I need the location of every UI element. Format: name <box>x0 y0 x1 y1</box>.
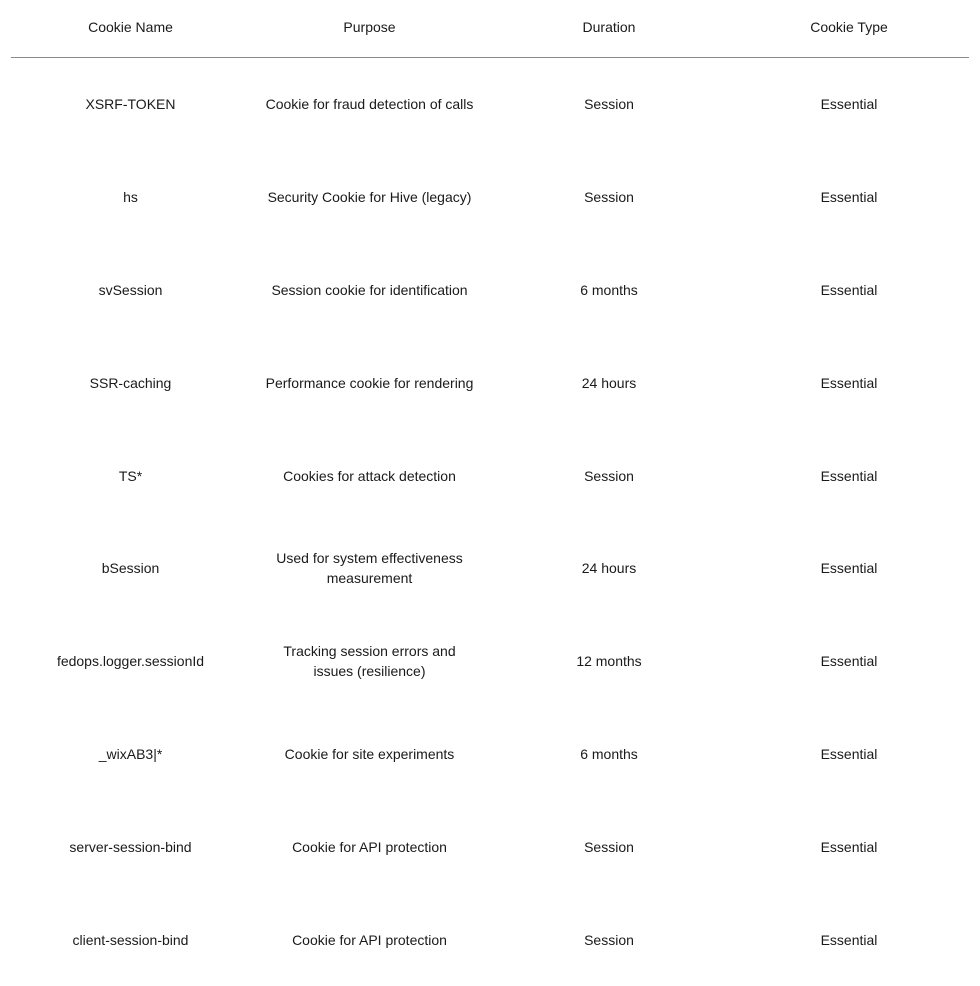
purpose-text: Cookie for API protection <box>292 931 447 948</box>
purpose-cell <box>250 244 489 337</box>
purpose-text: Security Cookie for Hive (legacy) <box>267 189 472 206</box>
cookie-name-cell: client-session-bind <box>72 931 189 948</box>
purpose-text: Used for system effectiveness measurement <box>276 550 463 587</box>
header-cookie-type: Cookie Type <box>810 18 888 35</box>
cookie-type-cell: Essential <box>820 281 878 298</box>
purpose-text: Cookies for attack detection <box>283 467 456 484</box>
cookie-type-cell: Essential <box>820 189 878 206</box>
purpose-cell <box>250 615 489 708</box>
duration-cell: 24 hours <box>581 560 637 577</box>
table-row <box>11 800 969 893</box>
table-row <box>11 58 969 151</box>
cookie-name-cell: bSession <box>101 560 160 577</box>
header-purpose: Purpose <box>343 18 396 35</box>
table-row <box>11 522 969 615</box>
table-row <box>11 336 969 429</box>
purpose-cell <box>250 522 489 615</box>
table-row <box>11 893 969 986</box>
cookie-type-cell: Essential <box>820 745 878 762</box>
purpose-cell <box>250 893 489 986</box>
cookie-type-cell: Essential <box>820 96 878 113</box>
table-row <box>11 615 969 708</box>
cookie-name-cell: SSR-caching <box>89 374 172 391</box>
cookie-name-cell: _wixAB3|* <box>98 745 163 762</box>
cookie-name-cell: TS* <box>118 467 143 484</box>
cookie-type-cell: Essential <box>820 374 878 391</box>
purpose-cell <box>250 58 489 151</box>
duration-cell: Session <box>584 96 634 113</box>
header-duration: Duration <box>582 18 636 35</box>
duration-cell: Session <box>584 467 634 484</box>
cookie-name-cell: server-session-bind <box>69 838 192 855</box>
duration-cell: Session <box>584 189 634 206</box>
purpose-text: Session cookie for identification <box>271 281 468 298</box>
cookie-name-cell: hs <box>123 189 138 206</box>
cookie-type-cell: Essential <box>820 838 878 855</box>
table-row <box>11 429 969 522</box>
cookie-type-cell: Essential <box>820 653 878 670</box>
cookie-name-cell: fedops.logger.sessionId <box>56 653 205 670</box>
table-row <box>11 708 969 801</box>
duration-cell: 12 months <box>576 653 642 670</box>
purpose-text: Cookie for API protection <box>292 838 447 855</box>
cookie-table <box>11 0 969 986</box>
purpose-text: Cookie for fraud detection of calls <box>265 96 474 113</box>
duration-cell: 24 hours <box>581 374 637 391</box>
cookie-name-cell: svSession <box>98 281 163 298</box>
cookie-type-cell: Essential <box>820 931 878 948</box>
duration-cell: Session <box>584 931 634 948</box>
duration-cell: 6 months <box>580 745 638 762</box>
purpose-cell <box>250 800 489 893</box>
table-body <box>11 58 969 986</box>
duration-cell: Session <box>584 838 634 855</box>
table-row <box>11 244 969 337</box>
cookie-name-cell: XSRF-TOKEN <box>85 96 176 113</box>
cookie-type-cell: Essential <box>820 560 878 577</box>
purpose-cell <box>250 336 489 429</box>
table-row <box>11 151 969 244</box>
purpose-cell <box>250 429 489 522</box>
purpose-cell <box>250 708 489 801</box>
purpose-text: Cookie for site experiments <box>284 745 455 762</box>
duration-cell: 6 months <box>580 281 638 298</box>
header-cookie-name: Cookie Name <box>88 18 173 35</box>
table-header <box>11 0 969 58</box>
cookie-type-cell: Essential <box>820 467 878 484</box>
purpose-cell <box>250 151 489 244</box>
purpose-text: Performance cookie for rendering <box>265 374 474 391</box>
purpose-text: Tracking session errors and issues (resilience) <box>283 643 456 680</box>
